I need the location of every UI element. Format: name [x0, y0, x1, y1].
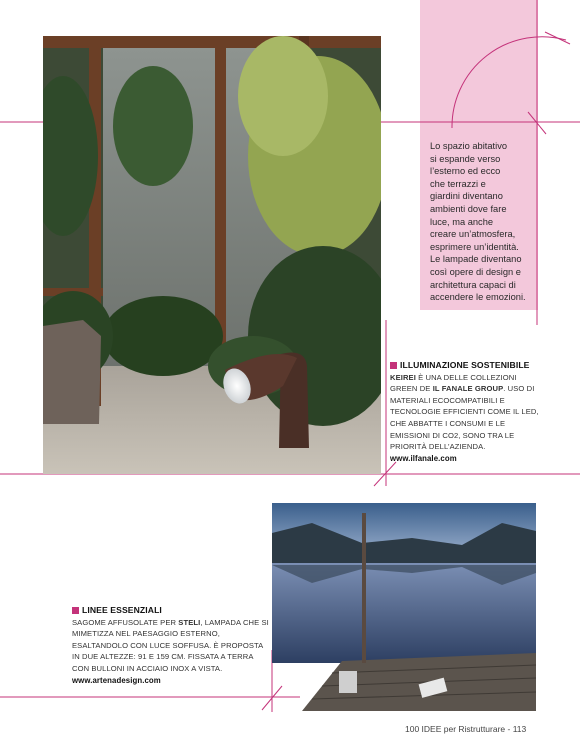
- pink-square-bullet-icon: [390, 362, 397, 369]
- garden-lamp-photo: [43, 36, 381, 474]
- pink-square-bullet-icon: [72, 607, 79, 614]
- website-link[interactable]: www.ilfanale.com: [390, 453, 457, 463]
- tick-arc-end: [545, 32, 570, 44]
- product-name: STELI: [178, 617, 201, 627]
- caption-title-row: [72, 605, 272, 617]
- caption-title-row: [390, 360, 540, 372]
- caption-body: SAGOME AFFUSOLATE PER STELI, LAMPADA CHE SI MIMETIZZA NEL PAESAGGIO ESTERNO, ESALTANDOLO CON LUCE SOFFUSA. È PROPOSTA IN DUE ALTEZZE: 91 E 159 CM. FISSATA A TERRA CON BULLONI IN ACCIAIO INOX A VISTA.: [72, 617, 269, 673]
- brand-name: KEIREI: [390, 372, 416, 382]
- lake-lamp-photo: [272, 503, 536, 711]
- caption-essential-lines: [72, 605, 272, 686]
- caption-body: KEIREI È UNA DELLE COLLEZIONI GREEN DE IL FANALE GROUP. USO DI MATERIALI ECOCOMPATIBILI E TECNOLOGIE EFFICIENTI COME IL LED, CHE ABBATTE I CONSUMI E LE EMISSIONI DI CO2, SONO TRA LE PRIORITÀ DELL’AZIENDA.: [390, 372, 539, 452]
- caption-title: LINEE ESSENZIALI: [82, 605, 162, 615]
- company-name: IL FANALE GROUP: [432, 384, 504, 394]
- caption-sustainable-lighting: [390, 360, 540, 464]
- decorative-arc: [452, 37, 566, 128]
- intro-text: Lo spazio abitativo si espande verso l’esterno ed ecco che terrazzi e giardini diventano ambienti dove fare luce, ma anche creare un’atmosfera, esprimere un’identità. Le lampade diventano così opere di design e architettura capaci di accendere le emozioni.: [430, 141, 526, 303]
- website-link[interactable]: www.artenadesign.com: [72, 675, 161, 685]
- caption-title: ILLUMINAZIONE SOSTENIBILE: [400, 360, 530, 370]
- page-footer: 100 IDEE per Ristrutturare - 113: [405, 724, 527, 734]
